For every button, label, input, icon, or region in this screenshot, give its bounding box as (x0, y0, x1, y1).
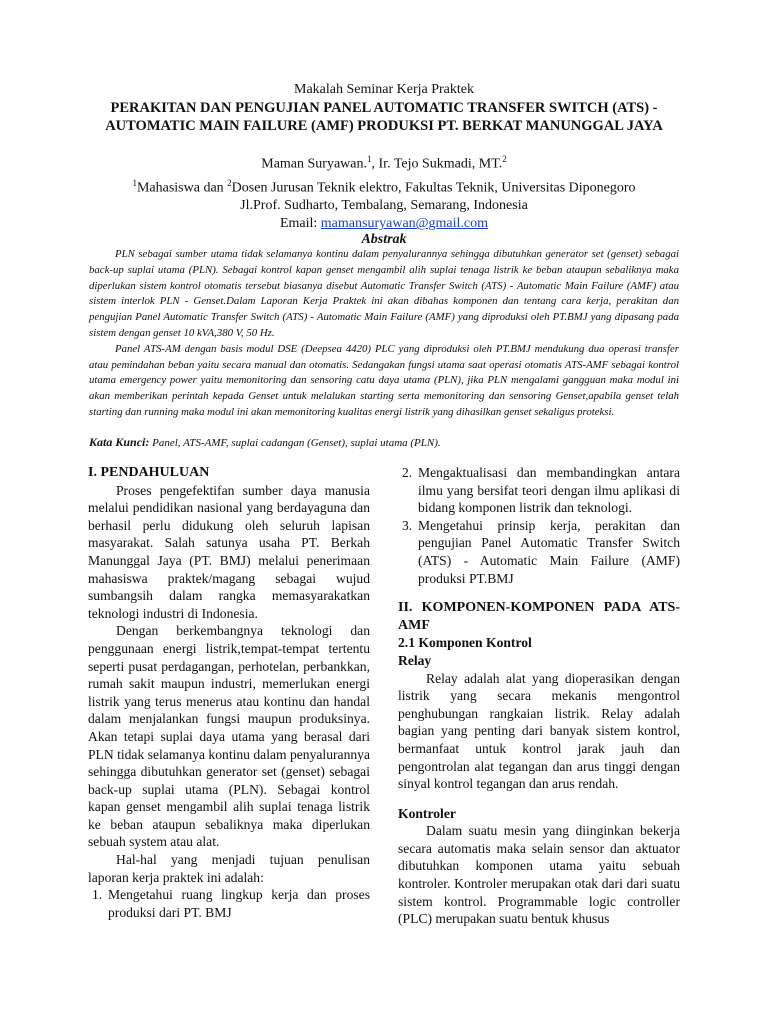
author-line: Maman Suryawan.$^1$, Ir. Tejo Sukmadi, MT.$^2$ (261, 154, 507, 172)
author-block (80, 150, 688, 233)
list-item: 2. Mengaktualisasi dan membandingkan antara ilmu yang bersifat teori dengan ilmu aplikasi di bidang komponen listrik dan teknologi. (402, 465, 680, 516)
seminar-series: Makalah Seminar Kerja Praktek (294, 82, 474, 97)
title-line-2: AUTOMATIC MAIN FAILURE (AMF) PRODUKSI PT. BERKAT MANUNGGAL JAYA (105, 118, 663, 134)
paper-title (80, 99, 688, 135)
body-paragraph: Relay adalah alat yang dioperasikan dengan listrik yang secara mekanis mengontrol penghubungan rangkaian listrik. Relay adalah bagian yang penting dari banyak sistem kontrol, bermanfaat untuk kontrol jarak jauh dan pengontrolan alat tegangan dan arus tinggi dengan sinyal kontrol tegangan dan arus rendah. (398, 670, 680, 792)
kontroler-heading: Kontroler (398, 805, 456, 821)
list-item: 3. Mengetahui prinsip kerja, perakitan dan pengujian Panel Automatic Transfer Switch (ATS) - Automatic Main Failure (AMF) produksi PT.BMJ (402, 517, 680, 586)
address: Jl.Prof. Sudharto, Tembalang, Semarang, Indonesia (240, 198, 528, 214)
body-paragraph: Dalam suatu mesin yang diinginkan bekerja secara automatis maka selain sensor dan aktuator dibutuhkan komponen utama yaitu sebuah kontroler. Kontroler merupakan otak dari dari suatu sistem kontrol. Programmable logic controller (PLC) merupakan suatu bentuk khusus (398, 823, 680, 927)
email-line: Email: mamansuryawan@gmail.com (279, 216, 489, 232)
body-paragraph: Hal-hal yang menjadi tujuan penulisan laporan kerja praktek ini adalah: (88, 852, 370, 885)
keywords-text: Panel, ATS-AMF, suplai cadangan (Genset), suplai utama (PLN). (149, 437, 441, 449)
title-line-1: PERAKITAN DAN PENGUJIAN PANEL AUTOMATIC TRANSFER SWITCH (ATS) - (110, 100, 658, 116)
left-column (88, 464, 370, 921)
abstract-paragraph-1: PLN sebagai sumber utama tidak selamanya kontinu dalam penyalurannya sehingga dibutuhkan generator set (genset) sebagai back-up suplai utama (PLN). Sebagai kontrol kapan genset mengambil alih suplai tenaga listrik ke beban ataupun sebaliknya maka diperlukan sistem kontrol otomatis tersebut biasanya disebut Automatic Transfer Switch (ATS) - Automatic Main Failure (AMF) atau sistem interlok PLN - Genset.Dalam Laporan Kerja Praktek ini akan dibahas komponen dan tentang cara kerja, perakitan dan pengujian Panel Automatic Transfer Switch (ATS) - Automatic Main Failure (AMF) yang diproduksi oleh PT.BMJ yang dipasang pada sistem dengan genset 10 kVA,380 V, 50 Hz. (89, 248, 679, 339)
author-1: Maman Suryawan. (261, 156, 368, 172)
objectives-list-continued (398, 464, 680, 587)
abstract-body (89, 247, 679, 421)
email-link[interactable]: mamansuryawan@gmail.com (320, 216, 489, 232)
list-item: 1. Mengetahui ruang lingkup kerja dan proses produksi dari PT. BMJ (92, 887, 370, 920)
relay-heading: Relay (398, 652, 432, 668)
abstract-paragraph-2: Panel ATS-AM dengan basis modul DSE (Deepsea 4420) PLC yang diproduksi oleh PT.BMJ mendukung dua operasi transfer atau pemindahan beban yaitu secara manual dan otomatis. Sedangakan fungsi utama saat operasi otomatis ATS-AMF sebagai kontrol utama emergency power yaitu memonitoring dan sensoring catu daya utama (PLN), jika PLN mengalami gangguan maka modul ini akan memberikan perintah kepada Genset untuk melalukan starting serta memonitoring dan sensoring Genset,apabila genset telah starting dan running maka modul ini akan memonitoring kualitas energi listrik yang dihasilkan genset sekaligus proteksi. (89, 342, 679, 418)
affiliation: $^1$Mahasiswa dan $^2$Dosen Jurusan Teknik elektro, Fakultas Teknik, Universitas Diponegoro (132, 177, 636, 196)
keywords-label: Kata Kunci: (89, 435, 150, 449)
body-paragraph: Proses pengefektifan sumber daya manusia melalui pendidikan nasional yang berdayaguna dan berhasil perlu didukung oleh seluruh lapisan masyarakat. Salah satunya usaha PT. Berkah Manunggal Jaya (PT. BMJ) melalui penerimaan mahasiswa praktek/magang sebagai wujud sumbangsih dalam rangka memasyarakatkan teknologi industri di Indonesia. (88, 482, 370, 621)
right-column (398, 464, 680, 928)
objectives-list (88, 886, 370, 921)
subsection-heading-kontrol: 2.1 Komponen Kontrol (398, 635, 532, 651)
author-2: , Ir. Tejo Sukmadi, MT. (371, 156, 503, 172)
body-paragraph: Dengan berkembangnya teknologi dan penggunaan energi listrik,tempat-tempat tertentu seperti pusat perdagangan, perhotelan, perbankkan, rumah sakit maupun industri, memerlukan energi listrik yang terus menerus atau kontinu dan handal dalam menjalankan fungsi maupun produksinya. Akan tetapi suplai daya utama yang berasal dari PLN tidak selamanya kontinu dalam penyalurannya sehingga dibutuhkan generator set (genset) sebagai back-up suplai utama (PLN). Sebagai kontrol kapan genset mengambil alih suplai tenaga listrik ke beban ataupun sebaliknya maka diperlukan sebuah system atau alat. (88, 623, 370, 850)
abstract-heading: Abstrak (361, 232, 407, 247)
section-heading-komponen: II. KOMPONEN-KOMPONEN PADA ATS-AMF (398, 600, 680, 633)
keywords (89, 435, 679, 451)
section-heading-pendahuluan: I. PENDAHULUAN (88, 465, 210, 480)
